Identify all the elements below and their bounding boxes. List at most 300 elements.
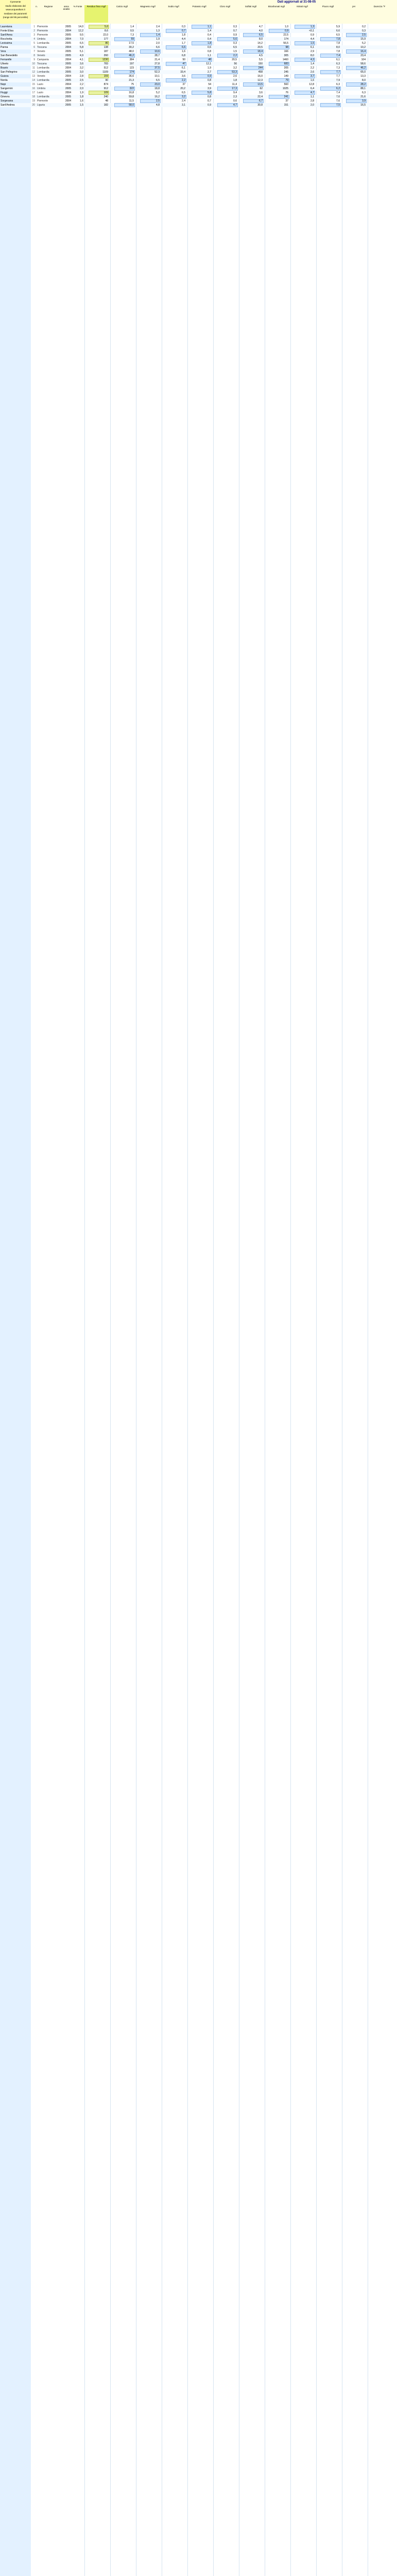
value-cell: 7,4 bbox=[336, 91, 340, 94]
percent: 3,0 bbox=[80, 71, 83, 74]
value-cell: 260 bbox=[103, 54, 108, 57]
value-cell: 4,3 bbox=[310, 58, 314, 61]
value-cell: 13,3 bbox=[360, 75, 366, 78]
value-cell: 6,2 bbox=[336, 87, 340, 90]
value-cell: 62 bbox=[260, 87, 263, 90]
water-name: Vera bbox=[1, 50, 6, 53]
value-cell: 2,2 bbox=[310, 66, 314, 70]
value-cell: 305 bbox=[284, 54, 288, 57]
value-cell: 37 bbox=[285, 99, 288, 103]
table-row[interactable] bbox=[0, 41, 397, 45]
column-header: Residuo fisso mg/l bbox=[84, 5, 108, 23]
value-cell: 0,9 bbox=[208, 104, 211, 107]
value-cell: 1,8 bbox=[208, 42, 211, 45]
value-cell: 1,1 bbox=[208, 25, 211, 28]
value-cell: 177 bbox=[103, 38, 108, 41]
region: Lombardia bbox=[37, 79, 49, 82]
value-cell: 20,2 bbox=[180, 87, 185, 90]
header-note-0: Il presente bbox=[10, 1, 21, 3]
region: Lazio bbox=[37, 83, 43, 86]
column-header: Magnesio mg/l bbox=[140, 5, 156, 8]
grid-line bbox=[213, 24, 214, 2576]
name-column-bg bbox=[0, 24, 31, 2576]
value-cell: 0,3 bbox=[182, 25, 185, 28]
value-cell: 90 bbox=[105, 79, 108, 82]
header-notes bbox=[0, 0, 31, 24]
value-cell: 0,7 bbox=[233, 29, 237, 32]
value-cell: 0,8 bbox=[208, 95, 211, 98]
value-cell: 7,3 bbox=[336, 66, 340, 70]
row-number: 12 bbox=[32, 71, 35, 74]
percent: 2,0 bbox=[80, 87, 83, 90]
header-note-3: www.acquealtum.it bbox=[6, 8, 25, 11]
value-cell: 1230 bbox=[102, 58, 108, 61]
value-cell: 4,5 bbox=[259, 54, 263, 57]
value-cell: 512 bbox=[103, 66, 108, 70]
water-name: Ginevra bbox=[1, 95, 10, 98]
value-cell: 783 bbox=[103, 62, 108, 65]
grid-line bbox=[316, 24, 317, 2576]
analysis-year: 2005 bbox=[65, 50, 71, 53]
value-cell: 17,5 bbox=[129, 42, 134, 45]
row-number: 6 bbox=[33, 46, 35, 49]
analysis-year: 2005 bbox=[65, 33, 71, 37]
row-number: 16 bbox=[32, 87, 35, 90]
value-cell: 1,4 bbox=[130, 25, 134, 28]
table-row[interactable] bbox=[0, 49, 397, 54]
water-name: Nepi bbox=[1, 83, 6, 86]
value-cell: 1025 bbox=[282, 87, 288, 90]
value-cell: 8,0 bbox=[362, 79, 366, 82]
value-cell: 1,4 bbox=[156, 33, 160, 37]
value-cell: 912 bbox=[103, 87, 108, 90]
percent: 6,5 bbox=[80, 42, 83, 45]
value-cell: 1460 bbox=[282, 58, 288, 61]
value-cell: 2,5 bbox=[362, 33, 366, 37]
analysis-year: 2004 bbox=[65, 38, 71, 41]
row-number: 9 bbox=[33, 58, 35, 61]
percent: 2,2 bbox=[80, 83, 83, 86]
row-number: 14 bbox=[32, 79, 35, 82]
region: Piemonte bbox=[37, 33, 48, 37]
value-cell: 59 bbox=[131, 38, 134, 41]
region: Piemonte bbox=[37, 25, 48, 28]
value-cell: 187 bbox=[103, 50, 108, 53]
row-number: 13 bbox=[32, 75, 35, 78]
percent: 2,8 bbox=[80, 75, 83, 78]
value-cell: 6,3 bbox=[362, 91, 366, 94]
value-cell: 14,2 bbox=[257, 42, 263, 45]
water-name: Rocchetta bbox=[1, 38, 12, 41]
value-cell: 46,2 bbox=[129, 54, 134, 57]
value-cell: 149 bbox=[284, 75, 288, 78]
value-cell: 16,5 bbox=[360, 104, 366, 107]
value-cell: <0,1 bbox=[309, 29, 314, 32]
value-cell: 16,4 bbox=[360, 50, 366, 53]
value-cell: 0,9 bbox=[208, 75, 211, 78]
value-cell: 0,7 bbox=[182, 29, 185, 32]
row-number: 19 bbox=[32, 99, 35, 103]
value-cell: 0,9 bbox=[285, 29, 288, 32]
region: Umbria bbox=[37, 38, 46, 41]
value-cell: 166 bbox=[284, 50, 288, 53]
column-header: % Fonte bbox=[73, 5, 82, 8]
header-scale-1: (range del 95 percentile) bbox=[3, 16, 28, 19]
value-cell: 7,7 bbox=[336, 75, 340, 78]
value-cell: 1,6 bbox=[310, 79, 314, 82]
table-row[interactable] bbox=[0, 58, 397, 62]
value-cell: 5,2 bbox=[362, 42, 366, 45]
table-row[interactable] bbox=[0, 103, 397, 107]
value-cell: 7,7 bbox=[336, 71, 340, 74]
value-cell: 2,9 bbox=[310, 50, 314, 53]
value-cell: 4,7 bbox=[233, 104, 237, 107]
value-cell: 874 bbox=[103, 83, 108, 86]
value-cell: 5,5 bbox=[259, 58, 263, 61]
region: Veneto bbox=[37, 50, 45, 53]
percent: 4,9 bbox=[80, 54, 83, 57]
table-row[interactable] bbox=[0, 78, 397, 82]
value-cell: 50 bbox=[182, 58, 185, 61]
table-row[interactable] bbox=[0, 33, 397, 37]
value-cell: 6,5 bbox=[182, 91, 185, 94]
value-cell: 27,8 bbox=[154, 62, 160, 65]
value-cell: 76 bbox=[285, 91, 288, 94]
value-cell: 48,0 bbox=[129, 50, 134, 53]
value-cell: 48 bbox=[208, 58, 211, 61]
row-number: 17 bbox=[32, 91, 35, 94]
value-cell: 8,0 bbox=[336, 46, 340, 49]
water-name: Fonte Elisa bbox=[1, 29, 14, 32]
value-cell: 240 bbox=[103, 95, 108, 98]
value-cell: 18,8 bbox=[154, 87, 160, 90]
region: Liguria bbox=[37, 104, 45, 107]
value-cell: 174 bbox=[129, 71, 134, 74]
analysis-year: 2005 bbox=[65, 25, 71, 28]
percent: 1,9 bbox=[80, 91, 83, 94]
value-cell: 3,6 bbox=[182, 75, 185, 78]
value-cell: 182 bbox=[103, 104, 108, 107]
value-cell: 1,8 bbox=[233, 79, 237, 82]
value-cell: 33,4 bbox=[180, 71, 185, 74]
column-header: Nitrati mg/l bbox=[297, 5, 308, 8]
percent: 1,6 bbox=[80, 99, 83, 103]
value-cell: 1,5 bbox=[310, 42, 314, 45]
region: Lombardia bbox=[37, 42, 49, 45]
value-cell: 36,6 bbox=[129, 75, 134, 78]
region: Piemonte bbox=[37, 29, 48, 32]
value-cell: 2,0 bbox=[156, 42, 160, 45]
value-cell: 4,0 bbox=[259, 29, 263, 32]
value-cell: 0,3 bbox=[362, 29, 366, 32]
page-title: Dati aggiornati al 31-08-05 bbox=[277, 1, 316, 4]
value-cell: 322 bbox=[129, 87, 134, 90]
table-row[interactable] bbox=[0, 45, 397, 49]
value-cell: 12,1 bbox=[206, 62, 211, 65]
value-cell: 21,4 bbox=[154, 58, 160, 61]
water-name: Ferrarelle bbox=[1, 58, 12, 61]
value-cell: 11,4 bbox=[232, 83, 237, 86]
value-cell: 0,8 bbox=[208, 50, 211, 53]
value-cell: 8,0 bbox=[259, 38, 263, 41]
region: Umbria bbox=[37, 87, 46, 90]
column-header: Sodio mg/l bbox=[168, 5, 179, 8]
water-name: Fiuggi bbox=[1, 91, 8, 94]
value-cell: 15,9 bbox=[360, 38, 366, 41]
table-row[interactable] bbox=[0, 29, 397, 33]
value-cell: 37 bbox=[182, 83, 185, 86]
value-cell: 6,5 bbox=[259, 33, 263, 37]
percent: 3,2 bbox=[80, 66, 83, 70]
value-cell: 6,1 bbox=[182, 66, 185, 70]
table-row[interactable] bbox=[0, 62, 397, 66]
value-cell: 0,5 bbox=[130, 29, 134, 32]
value-cell: 3,2 bbox=[233, 66, 237, 70]
value-cell: 7,9 bbox=[336, 79, 340, 82]
value-cell: 2,7 bbox=[208, 71, 211, 74]
row-number: 3 bbox=[33, 33, 35, 37]
percent: 5,1 bbox=[80, 50, 83, 53]
analysis-year: 2004 bbox=[65, 75, 71, 78]
value-cell: 1,8 bbox=[182, 33, 185, 37]
region: Lombardia bbox=[37, 66, 49, 70]
value-cell: 10,1 bbox=[154, 75, 160, 78]
analysis-year: 2005 bbox=[65, 95, 71, 98]
value-cell: 245 bbox=[284, 71, 288, 74]
value-cell: 28,7 bbox=[154, 54, 160, 57]
value-cell: 75 bbox=[131, 83, 134, 86]
sheet-header bbox=[0, 0, 397, 24]
water-name: Uliveto bbox=[1, 62, 9, 65]
grid-line bbox=[110, 24, 111, 2576]
value-cell: 21,3 bbox=[129, 79, 134, 82]
value-cell: 4,4 bbox=[182, 38, 185, 41]
value-cell: 151 bbox=[284, 104, 288, 107]
analysis-year: 2005 bbox=[65, 104, 71, 107]
value-cell: 6,6 bbox=[182, 46, 185, 49]
analysis-year: 2004 bbox=[65, 29, 71, 32]
table-row[interactable] bbox=[0, 95, 397, 99]
value-cell: 5,6 bbox=[105, 25, 108, 28]
value-cell: 65,0 bbox=[360, 71, 366, 74]
value-cell: 138 bbox=[103, 46, 108, 49]
value-cell: 3,1 bbox=[182, 104, 185, 107]
value-cell: 2,4 bbox=[156, 25, 160, 28]
header-scale-0: mediane dei parametri bbox=[4, 12, 27, 15]
water-name: Panna bbox=[1, 46, 8, 49]
column-header: Potassio mg/l bbox=[192, 5, 206, 8]
percent: 2,5 bbox=[80, 79, 83, 82]
value-cell: 7,6 bbox=[336, 99, 340, 103]
value-cell: 7,3 bbox=[130, 33, 134, 37]
value-cell: 2,6 bbox=[233, 75, 237, 78]
value-cell: 30,8 bbox=[257, 104, 263, 107]
value-cell: 6,3 bbox=[336, 83, 340, 86]
column-header: Fluoro mg/l bbox=[322, 5, 334, 8]
value-cell: 6,5 bbox=[336, 33, 340, 37]
value-cell: 4,7 bbox=[310, 91, 314, 94]
value-cell: 1109 bbox=[102, 71, 108, 74]
row-number: 10 bbox=[32, 62, 35, 65]
row-number: 4 bbox=[33, 38, 35, 41]
analysis-year: 2005 bbox=[65, 62, 71, 65]
value-cell: 1,5 bbox=[233, 50, 237, 53]
value-cell: 5,2 bbox=[156, 91, 160, 94]
value-cell: 5,8 bbox=[208, 91, 211, 94]
value-cell: 7,8 bbox=[336, 42, 340, 45]
value-cell: 11,5 bbox=[129, 99, 134, 103]
value-cell: 6,5 bbox=[233, 46, 237, 49]
row-number: 1 bbox=[33, 25, 35, 28]
value-cell: 6,1 bbox=[310, 46, 314, 49]
value-cell: 1,7 bbox=[182, 42, 185, 45]
value-cell: 1,3 bbox=[156, 29, 160, 32]
row-number: 7 bbox=[33, 50, 35, 53]
value-cell: 9,4 bbox=[233, 91, 237, 94]
value-cell: 1,4 bbox=[208, 29, 211, 32]
table-row[interactable] bbox=[0, 87, 397, 91]
value-cell: 0,7 bbox=[208, 99, 211, 103]
value-cell: 2,8 bbox=[310, 99, 314, 103]
value-cell: 4,7 bbox=[259, 25, 263, 28]
row-number: 8 bbox=[33, 54, 35, 57]
table-row[interactable] bbox=[0, 82, 397, 87]
value-cell: 1,9 bbox=[208, 66, 211, 70]
value-cell: 21,6 bbox=[360, 95, 366, 98]
table-row[interactable] bbox=[0, 74, 397, 78]
region: Campania bbox=[37, 58, 49, 61]
percent: 12,2 bbox=[78, 29, 83, 32]
region: Piemonte bbox=[37, 99, 48, 103]
value-cell: 104 bbox=[361, 58, 366, 61]
value-cell: 6,6 bbox=[156, 46, 160, 49]
value-cell: 0,4 bbox=[208, 38, 211, 41]
value-cell: 3,9 bbox=[208, 87, 211, 90]
value-cell: 197 bbox=[129, 62, 134, 65]
water-name: Guizza bbox=[1, 75, 9, 78]
table-row[interactable] bbox=[0, 70, 397, 74]
table-row[interactable] bbox=[0, 37, 397, 41]
column-header: Bicarbonati mg/l bbox=[268, 5, 285, 8]
value-cell: 0,6 bbox=[233, 99, 237, 103]
column-header: Regione bbox=[44, 5, 53, 8]
value-cell: 3,2 bbox=[182, 95, 185, 98]
value-cell: 0,2 bbox=[362, 25, 366, 28]
value-cell: 6,3 bbox=[336, 62, 340, 65]
percent: 9,5 bbox=[80, 33, 83, 37]
value-cell: 79 bbox=[285, 79, 288, 82]
percent: 5,8 bbox=[80, 46, 83, 49]
value-cell: 8,0 bbox=[310, 54, 314, 57]
value-cell: 16,0 bbox=[257, 75, 263, 78]
value-cell: 48 bbox=[105, 99, 108, 103]
value-cell: 12,8 bbox=[309, 83, 314, 86]
value-cell: 3,7 bbox=[310, 75, 314, 78]
table-row[interactable] bbox=[0, 91, 397, 95]
value-cell: 244 bbox=[258, 66, 263, 70]
percent: 14,0 bbox=[78, 25, 83, 28]
value-cell: 18,4 bbox=[257, 50, 263, 53]
water-name: San Pellegrino bbox=[1, 71, 18, 74]
value-cell: 2,5 bbox=[156, 99, 160, 103]
value-cell: 17,3 bbox=[232, 87, 237, 90]
value-cell: 0,6 bbox=[208, 46, 211, 49]
value-cell: 205 bbox=[284, 66, 288, 70]
analysis-year: 2004 bbox=[65, 83, 71, 86]
analysis-year: 2005 bbox=[65, 87, 71, 90]
region: Veneto bbox=[37, 75, 45, 78]
value-cell: 88,1 bbox=[360, 87, 366, 90]
column-header: Cloro mg/l bbox=[219, 5, 231, 8]
value-cell: 241 bbox=[284, 95, 288, 98]
analysis-year: 2005 bbox=[65, 71, 71, 74]
value-cell: 1,6 bbox=[182, 50, 185, 53]
value-cell: 4,8 bbox=[156, 104, 160, 107]
value-cell: 2,6 bbox=[310, 71, 314, 74]
column-header: pH bbox=[352, 5, 355, 8]
value-cell: 56 bbox=[234, 62, 237, 65]
table-row[interactable] bbox=[0, 54, 397, 58]
value-cell: 458 bbox=[258, 71, 263, 74]
value-cell: 16,2 bbox=[154, 95, 160, 98]
table-row[interactable] bbox=[0, 25, 397, 29]
table-row[interactable] bbox=[0, 99, 397, 103]
value-cell: 6,6 bbox=[336, 29, 340, 32]
value-cell: 7,6 bbox=[336, 95, 340, 98]
value-cell: 6,1 bbox=[336, 58, 340, 61]
table-row[interactable] bbox=[0, 66, 397, 70]
value-cell: 1,0 bbox=[285, 25, 288, 28]
analysis-year: 2004 bbox=[65, 58, 71, 61]
value-cell: 7,8 bbox=[336, 38, 340, 41]
water-name: Levissima bbox=[1, 42, 12, 45]
value-cell: 174 bbox=[284, 38, 288, 41]
column-header: anno analisi bbox=[63, 5, 70, 10]
value-cell: 384 bbox=[129, 58, 134, 61]
value-cell: 5,9 bbox=[336, 25, 340, 28]
value-cell: 2,0 bbox=[310, 104, 314, 107]
value-cell: 37,5 bbox=[154, 66, 160, 70]
value-cell: 59,8 bbox=[129, 95, 134, 98]
column-header: n. bbox=[36, 5, 38, 8]
analysis-year: 2004 bbox=[65, 66, 71, 70]
region: Lazio bbox=[37, 91, 43, 94]
value-cell: 2,2 bbox=[233, 54, 237, 57]
value-cell: 2,2 bbox=[182, 79, 185, 82]
value-cell: 6,4 bbox=[310, 87, 314, 90]
column-header: Calcio mg/l bbox=[116, 5, 128, 8]
value-cell: 47 bbox=[182, 62, 185, 65]
value-cell: 8,6 bbox=[105, 29, 108, 32]
grid-line bbox=[187, 24, 188, 2576]
water-name: Sorgesana bbox=[1, 99, 13, 103]
region: Lombardia bbox=[37, 71, 49, 74]
value-cell: 1,1 bbox=[310, 95, 314, 98]
value-cell: 54 bbox=[208, 83, 211, 86]
region: Lombardia bbox=[37, 95, 49, 98]
value-cell: 53,3 bbox=[232, 71, 237, 74]
water-name: Norda bbox=[1, 79, 8, 82]
percent: 1,5 bbox=[80, 104, 83, 107]
value-cell: 2,3 bbox=[233, 95, 237, 98]
value-cell: 6,8 bbox=[182, 54, 185, 57]
region: Veneto bbox=[37, 54, 45, 57]
row-number: 2 bbox=[33, 29, 35, 32]
grid-line bbox=[84, 24, 85, 2576]
value-cell: 22,5 bbox=[283, 33, 288, 37]
row-number: 18 bbox=[32, 95, 35, 98]
value-cell: 22,4 bbox=[257, 95, 263, 98]
